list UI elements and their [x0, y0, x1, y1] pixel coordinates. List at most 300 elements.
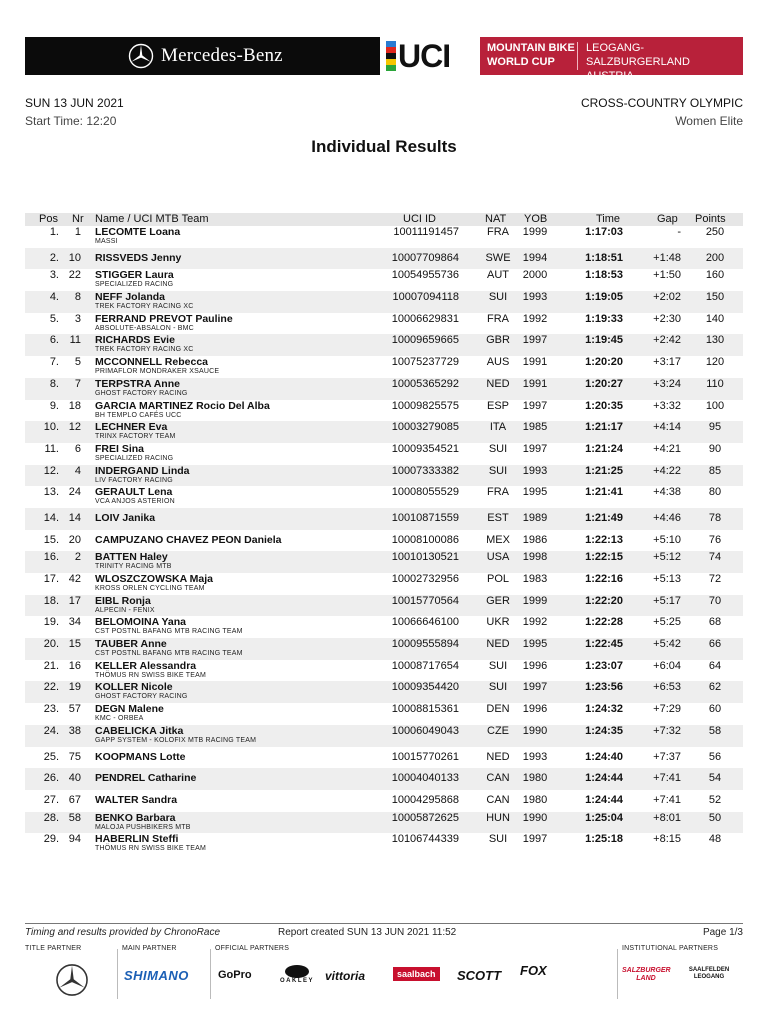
saalbach-logo: saalbach: [393, 967, 440, 981]
row-pos: 5.: [49, 312, 59, 325]
row-yob: 1995: [522, 486, 548, 499]
row-nat: ESP: [486, 399, 509, 412]
fox-logo: FOX: [520, 963, 547, 978]
row-name: NEFF Jolanda: [95, 291, 166, 304]
row-nat: AUS: [486, 356, 510, 369]
row-gap: +2:02: [653, 291, 681, 304]
row-pos: 28.: [43, 811, 59, 824]
row-team: CST POSTNL BAFANG MTB RACING TEAM: [95, 628, 243, 636]
row-nr: 2: [74, 551, 81, 564]
row-nat: CAN: [486, 793, 510, 806]
row-gap: +7:41: [653, 793, 681, 806]
row-nr: 18: [68, 399, 81, 412]
table-row: [25, 421, 743, 443]
row-nat: SUI: [488, 291, 508, 304]
row-yob: 1990: [522, 724, 548, 737]
row-name: BENKO Barbara: [95, 811, 176, 824]
row-gap: +7:41: [653, 772, 681, 785]
row-nat: SUI: [488, 833, 508, 846]
row-pos: 3.: [49, 269, 59, 282]
row-gap: +5:42: [653, 638, 681, 651]
table-row: [25, 812, 743, 834]
row-yob: 1991: [522, 356, 548, 369]
row-gap: +5:10: [653, 533, 681, 546]
scott-logo: SCOTT: [457, 968, 502, 983]
row-name: PENDREL Catharine: [95, 772, 197, 785]
row-nr: 24: [68, 486, 81, 499]
col-pos: Pos: [39, 213, 58, 225]
row-nr: 14: [68, 511, 81, 524]
row-name: WLOSZCZOWSKA Maja: [95, 573, 214, 585]
oakley-ellipse-icon: [285, 965, 309, 978]
partner-divider: [210, 949, 211, 999]
row-yob: 1986: [522, 533, 548, 546]
row-nat: SUI: [488, 442, 508, 455]
partner-divider: [617, 949, 618, 999]
row-nr: 19: [68, 681, 81, 694]
row-points: 80: [708, 486, 722, 499]
row-yob: 1996: [522, 703, 548, 716]
row-nat: AUT: [487, 269, 509, 282]
row-name: GARCIA MARTINEZ Rocio Del Alba: [95, 399, 270, 412]
row-name: BELOMOINA Yana: [95, 616, 187, 629]
row-nat: UKR: [486, 616, 510, 629]
row-team: THÖMUS RN SWISS BIKE TEAM: [95, 671, 207, 679]
table-row: [25, 378, 743, 400]
row-name: GERAULT Lena: [95, 486, 173, 499]
row-nr: 38: [68, 724, 81, 737]
row-points: 150: [705, 291, 725, 304]
row-nat: SWE: [485, 251, 511, 264]
row-yob: 1996: [522, 659, 548, 672]
row-nat: EST: [487, 511, 509, 524]
row-points: 120: [705, 356, 725, 369]
table-row: [25, 595, 743, 617]
row-pos: 18.: [43, 594, 59, 607]
row-nat: NED: [486, 638, 510, 651]
row-points: 250: [705, 226, 725, 238]
row-nr: 12: [68, 421, 81, 434]
row-pos: 9.: [49, 399, 59, 412]
row-nr: 75: [68, 750, 81, 763]
series-line-1: MOUNTAIN BIKE: [487, 42, 575, 54]
row-uci-id: 10054955736: [391, 269, 459, 282]
row-points: 74: [708, 551, 722, 564]
official-partners: [215, 945, 615, 1003]
row-team: TRINX FACTORY TEAM: [95, 433, 176, 441]
row-gap: +5:17: [653, 594, 681, 607]
row-team: MASSI: [95, 238, 118, 245]
vittoria-logo: vittoria: [325, 969, 366, 983]
row-team: TRINITY RACING MTB: [95, 563, 172, 571]
table-row: [25, 356, 743, 378]
event-name: CROSS-COUNTRY OLYMPIC: [580, 96, 743, 110]
table-row: [25, 681, 743, 703]
row-points: 160: [705, 269, 725, 282]
row-time: 1:21:41: [585, 486, 623, 499]
table-row: [25, 790, 743, 812]
row-yob: 1997: [522, 399, 548, 412]
row-yob: 1993: [522, 291, 548, 304]
row-yob: 1992: [522, 616, 548, 629]
row-nat: GER: [486, 594, 510, 607]
row-team: GHOST FACTORY RACING: [95, 693, 188, 701]
row-pos: 6.: [49, 334, 59, 347]
row-pos: 4.: [49, 291, 59, 304]
row-name: HABERLIN Steffi: [95, 833, 179, 846]
table-row: [25, 248, 743, 270]
row-uci-id: 10015770261: [391, 750, 459, 763]
world-cup-block: [480, 37, 743, 82]
row-time: 1:24:44: [585, 772, 623, 785]
table-row: [25, 530, 743, 552]
row-name: KOLLER Nicole: [95, 681, 173, 694]
row-uci-id: 10009659665: [391, 334, 459, 347]
row-yob: 1997: [522, 442, 548, 455]
table-row: [25, 486, 743, 508]
row-points: 110: [706, 377, 724, 390]
race-date: SUN 13 JUN 2021: [25, 96, 124, 110]
col-name: Name / UCI MTB Team: [95, 213, 209, 225]
row-name: DEGN Malene: [95, 703, 164, 716]
row-pos: 17.: [43, 573, 59, 585]
row-gap: +2:30: [653, 312, 681, 325]
table-row: [25, 269, 743, 291]
row-uci-id: 10008717654: [391, 659, 459, 672]
row-pos: 10.: [43, 421, 59, 434]
row-nat: CZE: [487, 724, 509, 737]
table-row: [25, 573, 743, 595]
oakley-logo: [277, 965, 317, 997]
table-row: [25, 768, 743, 790]
row-nr: 3: [74, 312, 81, 325]
row-yob: 1994: [522, 251, 548, 264]
row-name: LOIV Janika: [95, 511, 156, 524]
title-partner-label: TITLE PARTNER: [25, 945, 82, 952]
row-points: 52: [708, 793, 722, 806]
table-row: [25, 725, 743, 747]
row-gap: +1:50: [653, 269, 681, 282]
row-team: ABSOLUTE-ABSALON - BMC: [95, 324, 194, 332]
uci-logo: [380, 37, 480, 75]
table-row: [25, 508, 743, 530]
row-points: 72: [708, 573, 722, 585]
row-pos: 15.: [43, 533, 59, 546]
row-nr: 94: [68, 833, 81, 846]
row-nat: NED: [486, 750, 510, 763]
row-name: INDERGAND Linda: [95, 464, 190, 477]
row-points: 130: [705, 334, 725, 347]
row-team: TREK FACTORY RACING XC: [95, 303, 194, 311]
row-uci-id: 10009354420: [391, 681, 459, 694]
row-points: 56: [708, 750, 722, 763]
row-points: 95: [708, 421, 722, 434]
footer-divider: [25, 923, 743, 924]
row-pos: 27.: [43, 793, 59, 806]
table-row: [25, 334, 743, 356]
sponsor-name: Mercedes-Benz: [161, 45, 283, 66]
salzburger-land-logo: SALZBURGER LAND: [622, 967, 671, 982]
mercedes-star-icon: [55, 963, 89, 997]
row-time: 1:22:15: [585, 551, 623, 564]
row-team: ALPECIN - FENIX: [95, 606, 155, 614]
page-number: Page 1/3: [702, 927, 743, 938]
row-team: SPECIALIZED RACING: [95, 454, 174, 462]
row-yob: 1985: [522, 421, 548, 434]
row-uci-id: 10066646100: [391, 616, 459, 629]
row-uci-id: 10009555894: [391, 638, 459, 651]
row-time: 1:23:56: [585, 681, 623, 694]
row-time: 1:24:44: [585, 793, 623, 806]
venue-line-1: LEOGANG-SALZBURGERLAND: [586, 42, 690, 68]
race-info: [25, 94, 124, 130]
divider: [577, 42, 578, 70]
row-team: KMC - ORBEA: [95, 715, 144, 723]
row-points: 85: [708, 464, 722, 477]
row-points: 62: [708, 681, 722, 694]
row-name: MCCONNELL Rebecca: [95, 356, 208, 369]
col-uci-id: UCI ID: [403, 213, 436, 225]
row-name: WALTER Sandra: [95, 793, 178, 806]
row-uci-id: 10009825575: [391, 399, 459, 412]
row-pos: 12.: [43, 464, 59, 477]
row-team: PRIMAFLOR MONDRAKER XSAUCE: [95, 368, 220, 376]
row-nat: FRA: [487, 312, 509, 325]
row-gap: +2:42: [653, 334, 681, 347]
row-yob: 1997: [522, 681, 548, 694]
row-time: 1:22:16: [585, 573, 623, 585]
row-nr: 16: [68, 659, 81, 672]
row-yob: 1998: [522, 551, 548, 564]
row-nr: 11: [69, 334, 81, 347]
row-uci-id: 10008100086: [391, 533, 459, 546]
row-yob: 1980: [522, 772, 548, 785]
row-time: 1:18:53: [585, 269, 623, 282]
row-yob: 1993: [522, 464, 548, 477]
row-time: 1:23:07: [585, 659, 623, 672]
row-name: RICHARDS Evie: [95, 334, 175, 347]
row-pos: 21.: [43, 659, 59, 672]
row-nr: 7: [74, 377, 81, 390]
partners-strip: [25, 945, 743, 1005]
mercedes-star-icon: [128, 43, 154, 69]
row-points: 48: [708, 833, 722, 846]
row-pos: 19.: [43, 616, 59, 629]
header-banner: [25, 37, 743, 82]
uci-wordmark: UCI: [398, 38, 451, 74]
row-time: 1:20:20: [585, 356, 623, 369]
row-nat: USA: [486, 551, 510, 564]
row-gap: +7:37: [653, 750, 681, 763]
table-row: [25, 443, 743, 465]
row-team: MALOJA PUSHBIKERS MTB: [95, 823, 191, 831]
col-points: Points: [695, 213, 726, 225]
row-yob: 1983: [522, 573, 548, 585]
row-gap: +5:12: [653, 551, 681, 564]
row-nat: NED: [486, 377, 510, 390]
row-nat: FRA: [487, 486, 509, 499]
row-nat: HUN: [486, 811, 510, 824]
row-yob: 1997: [522, 334, 548, 347]
row-time: 1:22:20: [585, 594, 623, 607]
row-nr: 20: [68, 533, 81, 546]
row-nr: 34: [68, 616, 81, 629]
row-time: 1:19:05: [585, 291, 623, 304]
row-points: 76: [708, 533, 722, 546]
table-row: [25, 660, 743, 682]
row-pos: 29.: [43, 833, 59, 846]
row-uci-id: 10007709864: [391, 251, 459, 264]
start-time: Start Time: 12:20: [25, 114, 117, 128]
row-uci-id: 10006629831: [391, 312, 459, 325]
row-name: TERPSTRA Anne: [95, 377, 180, 390]
shimano-logo: SHIMANO: [124, 968, 189, 983]
row-team: SPECIALIZED RACING: [95, 281, 174, 289]
row-uci-id: 10011191457: [393, 226, 459, 238]
row-gap: +8:01: [653, 811, 681, 824]
row-points: 200: [705, 251, 725, 264]
col-nr: Nr: [72, 213, 84, 225]
row-name: CABELICKA Jitka: [95, 724, 184, 737]
row-nr: 42: [68, 573, 81, 585]
table-row: [25, 747, 743, 769]
table-row: [25, 400, 743, 422]
row-gap: +4:21: [653, 442, 681, 455]
official-partners-label: OFFICIAL PARTNERS: [215, 945, 290, 952]
row-pos: 22.: [43, 681, 59, 694]
row-points: 78: [708, 511, 722, 524]
row-team: LIV FACTORY RACING: [95, 476, 173, 484]
row-uci-id: 10005365292: [391, 377, 459, 390]
row-uci-id: 10075237729: [391, 356, 459, 369]
title-partner: [25, 945, 117, 1003]
row-uci-id: 10007094118: [392, 291, 459, 304]
row-pos: 7.: [49, 356, 59, 369]
table-row: [25, 703, 743, 725]
row-time: 1:20:35: [585, 399, 623, 412]
row-points: 68: [708, 616, 722, 629]
row-uci-id: 10008815361: [391, 703, 459, 716]
row-name: LECOMTE Loana: [95, 226, 181, 238]
row-name: TAUBER Anne: [95, 638, 167, 651]
row-nat: DEN: [486, 703, 510, 716]
row-points: 60: [708, 703, 722, 716]
row-yob: 1991: [522, 377, 548, 390]
institutional-partners-label: INSTITUTIONAL PARTNERS: [622, 945, 719, 952]
row-yob: 1990: [522, 811, 548, 824]
row-yob: 1993: [522, 750, 548, 763]
col-yob: YOB: [524, 213, 548, 225]
row-uci-id: 10106744339: [391, 833, 459, 846]
row-nr: 57: [68, 703, 81, 716]
category-name: Women Elite: [675, 114, 743, 128]
row-time: 1:21:17: [585, 421, 623, 434]
row-nr: 1: [74, 226, 81, 238]
table-row: [25, 465, 743, 487]
row-nr: 22: [68, 269, 81, 282]
row-nat: MEX: [486, 533, 510, 546]
row-uci-id: 10010130521: [391, 551, 459, 564]
row-nr: 17: [68, 594, 81, 607]
row-gap: +5:25: [653, 616, 681, 629]
row-name: STIGGER Laura: [95, 269, 174, 282]
row-gap: +4:14: [653, 421, 681, 434]
row-pos: 25.: [43, 750, 59, 763]
row-pos: 20.: [43, 638, 59, 651]
row-nat: SUI: [488, 659, 508, 672]
row-uci-id: 10007333382: [391, 464, 459, 477]
series-line-2: WORLD CUP: [487, 56, 555, 68]
main-partner: [122, 945, 210, 1003]
row-nr: 10: [68, 251, 81, 264]
row-time: 1:17:03: [585, 226, 623, 238]
row-uci-id: 10005872625: [391, 811, 459, 824]
row-gap: +3:24: [653, 377, 681, 390]
row-uci-id: 10010871559: [391, 511, 459, 524]
row-name: KELLER Alessandra: [95, 659, 197, 672]
venue-line-2: AUSTRIA: [586, 70, 634, 82]
row-time: 1:20:27: [585, 377, 623, 390]
row-time: 1:25:04: [585, 811, 623, 824]
row-nr: 40: [68, 772, 81, 785]
row-team: TREK FACTORY RACING XC: [95, 346, 194, 354]
row-points: 66: [708, 638, 722, 651]
uci-rainbow-stripes: [386, 41, 396, 71]
row-yob: 1999: [522, 594, 548, 607]
row-team: THÖMUS RN SWISS BIKE TEAM: [95, 845, 207, 853]
table-row: [25, 551, 743, 573]
row-gap: +7:29: [653, 703, 681, 716]
row-uci-id: 10002732956: [391, 573, 459, 585]
row-pos: 13.: [43, 486, 59, 499]
row-pos: 8.: [49, 377, 59, 390]
row-nr: 67: [68, 793, 81, 806]
row-pos: 16.: [43, 551, 59, 564]
row-team: VCA ANJOS ASTERION: [95, 498, 175, 506]
row-nat: GBR: [486, 334, 510, 347]
row-points: 140: [705, 312, 725, 325]
oakley-text: OAKLEY: [279, 978, 314, 984]
row-yob: 1989: [522, 511, 548, 524]
row-name: FREI Sina: [95, 442, 145, 455]
row-gap: +4:22: [653, 464, 681, 477]
row-pos: 14.: [43, 511, 59, 524]
row-yob: 1980: [522, 793, 548, 806]
series-name: [487, 41, 575, 69]
row-name: RISSVEDS Jenny: [95, 251, 182, 264]
row-gap: +3:32: [653, 399, 681, 412]
row-team: GAPP SYSTEM - KOLOFIX MTB RACING TEAM: [95, 736, 257, 744]
row-time: 1:24:40: [585, 750, 623, 763]
row-name: KOOPMANS Lotte: [95, 750, 186, 763]
table-row: [25, 291, 743, 313]
table-row: [25, 313, 743, 335]
row-nr: 5: [74, 356, 81, 369]
event-info: [581, 94, 743, 130]
row-nat: SUI: [488, 464, 508, 477]
row-points: 50: [708, 811, 722, 824]
row-yob: 1995: [522, 638, 548, 651]
row-yob: 1992: [522, 312, 548, 325]
row-points: 100: [705, 399, 725, 412]
row-gap: +3:17: [653, 356, 681, 369]
row-pos: 26.: [43, 772, 59, 785]
row-nat: POL: [486, 573, 509, 585]
row-name: EIBL Ronja: [95, 594, 151, 607]
table-row: [25, 833, 743, 855]
row-nr: 58: [68, 811, 81, 824]
row-nat: ITA: [489, 421, 507, 434]
